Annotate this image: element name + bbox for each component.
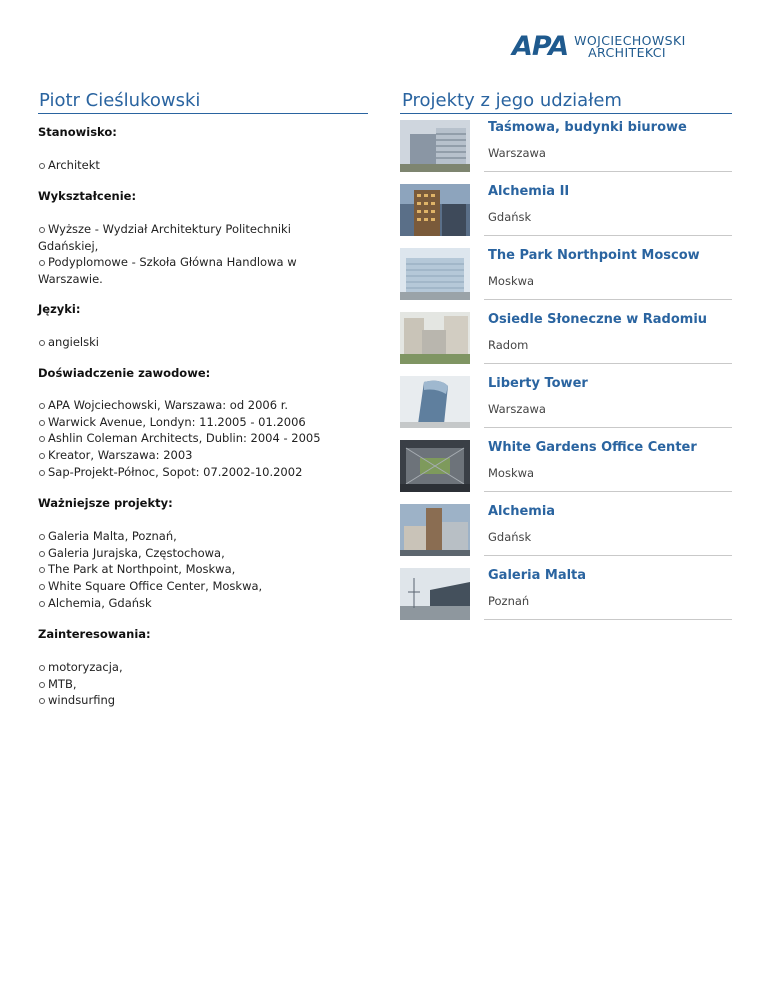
section-heading: Doświadczenie zawodowe: [38, 365, 211, 380]
list-item: Sap-Projekt-Północ, Sopot: 07.2002-10.2002 [38, 464, 368, 481]
section-heading: Wykształcenie: [38, 188, 137, 203]
project-name[interactable]: Taśmowa, budynki biurowe [488, 120, 687, 135]
list-item: Kreator, Warszawa: 2003 [38, 447, 368, 464]
divider [484, 235, 732, 236]
section-list [38, 397, 368, 481]
divider [484, 299, 732, 300]
project-city: Gdańsk [488, 530, 532, 544]
list-item: motoryzacja, [38, 659, 368, 676]
project-name[interactable]: Osiedle Słoneczne w Radomiu [488, 312, 708, 327]
person-profile [38, 90, 368, 709]
section-list [38, 334, 368, 351]
section-position [38, 125, 368, 174]
company-logo[interactable] [512, 33, 686, 61]
project-city: Moskwa [488, 274, 535, 288]
project-thumbnail[interactable] [400, 504, 470, 556]
project-name[interactable]: The Park Northpoint Moscow [488, 248, 700, 263]
list-item: windsurfing [38, 692, 368, 709]
list-item: Warwick Avenue, Londyn: 11.2005 - 01.2006 [38, 414, 368, 431]
section-list [38, 221, 368, 288]
project-thumbnail[interactable] [400, 312, 470, 364]
project-name[interactable]: Alchemia [488, 504, 556, 519]
section-heading: Ważniejsze projekty: [38, 495, 173, 510]
projects-panel [400, 90, 732, 608]
project-city: Radom [488, 338, 529, 352]
divider [484, 363, 732, 364]
list-item: angielski [38, 334, 368, 351]
project-city: Moskwa [488, 466, 535, 480]
project-thumbnail[interactable] [400, 568, 470, 620]
divider [484, 491, 732, 492]
section-heading: Stanowisko: [38, 125, 117, 139]
list-item: Architekt [38, 157, 368, 174]
divider [484, 427, 732, 428]
list-item: Podyplomowe - Szkoła Główna Handlowa w [38, 254, 368, 271]
section-projects [38, 496, 368, 612]
project-thumbnail[interactable] [400, 376, 470, 428]
section-languages [38, 302, 368, 351]
projects-title: Projekty z jego udziałem [400, 90, 732, 114]
section-heading: Języki: [38, 301, 81, 316]
section-interests [38, 627, 368, 709]
project-city: Warszawa [488, 402, 546, 416]
project-item[interactable] [400, 248, 732, 303]
divider [484, 555, 732, 556]
project-name[interactable]: Liberty Tower [488, 376, 588, 391]
logo-text [574, 35, 686, 59]
divider [484, 619, 732, 620]
list-item: MTB, [38, 676, 368, 693]
logo-line-1: WOJCIECHOWSKI [574, 33, 686, 48]
section-list [38, 157, 368, 174]
project-item[interactable] [400, 184, 732, 239]
section-experience [38, 366, 368, 481]
section-list [38, 528, 368, 612]
list-item: Wyższe - Wydział Architektury Politechniki [38, 221, 368, 238]
list-item: The Park at Northpoint, Moskwa, [38, 561, 368, 578]
project-item[interactable] [400, 312, 732, 367]
section-heading: Zainteresowania: [38, 626, 151, 641]
project-thumbnail[interactable] [400, 248, 470, 300]
section-education [38, 189, 368, 288]
list-item: Alchemia, Gdańsk [38, 595, 368, 612]
list-item: Galeria Malta, Poznań, [38, 528, 368, 545]
project-name[interactable]: Alchemia II [488, 184, 570, 199]
list-item: White Square Office Center, Moskwa, [38, 578, 368, 595]
project-thumbnail[interactable] [400, 440, 470, 492]
project-thumbnail[interactable] [400, 120, 470, 172]
logo-line-2: ARCHITEKCI [588, 45, 666, 60]
list-item: Ashlin Coleman Architects, Dublin: 2004 - 2005 [38, 430, 368, 447]
list-item-continued: Warszawie. [38, 272, 103, 287]
project-item[interactable] [400, 376, 732, 431]
project-thumbnail[interactable] [400, 184, 470, 236]
project-item[interactable] [400, 504, 732, 559]
project-city: Warszawa [488, 146, 546, 160]
section-list [38, 659, 368, 709]
project-city: Poznań [488, 594, 530, 608]
project-city: Gdańsk [488, 210, 532, 224]
divider [484, 171, 732, 172]
list-item-continued: Gdańskiej, [38, 238, 99, 253]
list-item: APA Wojciechowski, Warszawa: od 2006 r. [38, 397, 368, 414]
project-item[interactable] [400, 440, 732, 495]
person-name: Piotr Cieślukowski [38, 90, 368, 114]
list-item: Galeria Jurajska, Częstochowa, [38, 545, 368, 562]
project-item[interactable] [400, 120, 732, 175]
logo-mark: APA [512, 31, 569, 62]
project-name[interactable]: Galeria Malta [488, 568, 587, 583]
project-name[interactable]: White Gardens Office Center [488, 440, 697, 455]
project-item[interactable] [400, 568, 732, 623]
